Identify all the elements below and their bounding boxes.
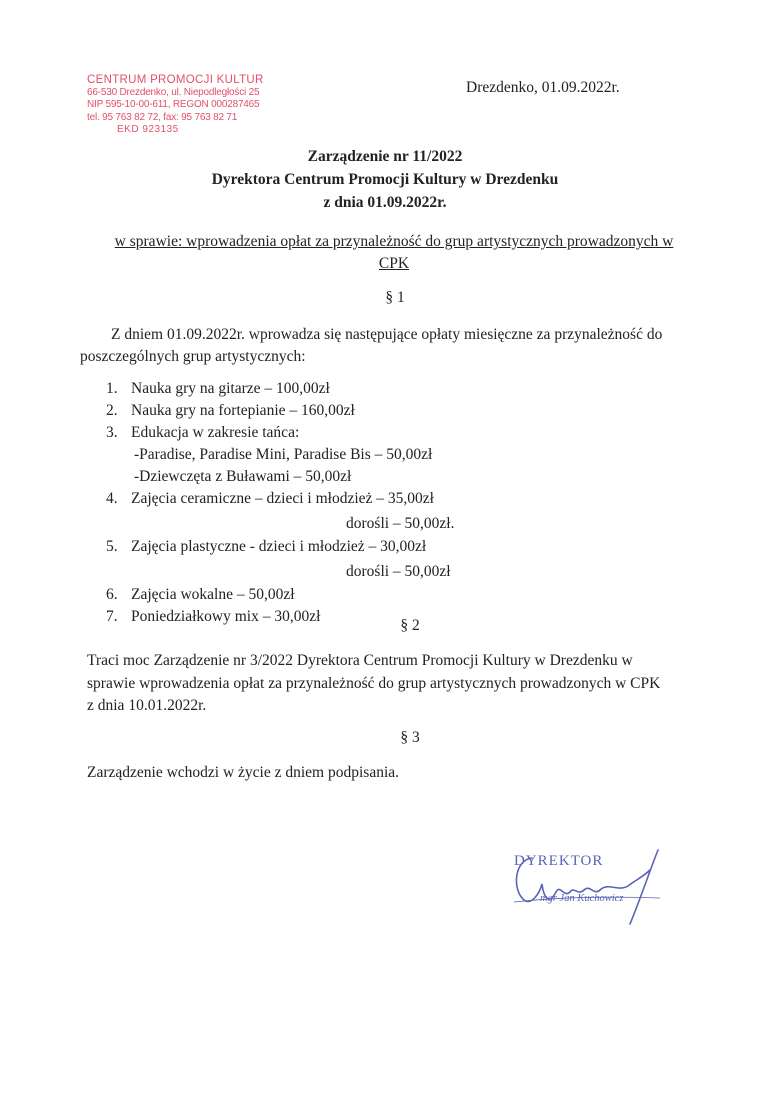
list-item: 4. Zajęcia ceramiczne – dzieci i młodzież – 35,00zł — [106, 490, 434, 507]
document-date: z dnia 01.09.2022r. — [323, 194, 447, 211]
signature-title: DYREKTOR — [514, 853, 604, 869]
subject-line-2: CPK — [378, 255, 410, 272]
subject-line-1: w sprawie: wprowadzenia opłat za przynależność do grup artystycznych prowadzonych w — [114, 233, 674, 250]
document-issuer: Dyrektora Centrum Promocji Kultury w Drezdenku — [211, 171, 559, 188]
repeal-line-1: Traci moc Zarządzenie nr 3/2022 Dyrektora Centrum Promocji Kultury w Drezdenku w — [87, 652, 633, 669]
list-subitem: dorośli – 50,00zł. — [346, 515, 455, 532]
intro-line-1: Z dniem 01.09.2022r. wprowadza się następujące opłaty miesięczne za przynależność do — [111, 326, 663, 343]
place-date: Drezdenko, 01.09.2022r. — [466, 79, 620, 96]
list-item: 3. Edukacja w zakresie tańca: — [106, 424, 300, 441]
section-1-sign: § 1 — [385, 289, 405, 306]
stamp-line-nip: NIP 595-10-00-611, REGON 000287465 — [87, 99, 260, 111]
section-2-text — [87, 650, 687, 718]
stamp-line-phone: tel. 95 763 82 72, fax: 95 763 82 71 — [87, 111, 238, 123]
repeal-line-3: z dnia 10.01.2022r. — [87, 697, 207, 714]
institution-stamp — [87, 73, 267, 147]
section-3-sign: § 3 — [400, 729, 420, 746]
section-3-text: Zarządzenie wchodzi w życie z dniem podpisania. — [87, 764, 400, 781]
list-subitem: dorośli – 50,00zł — [346, 563, 451, 580]
fees-list — [106, 378, 455, 628]
section-2-sign: § 2 — [400, 617, 420, 634]
repeal-line-2: sprawie wprowadzenia opłat za przynależność do grup artystycznych prowadzonych w CPK — [87, 674, 661, 692]
list-item: 1. Nauka gry na gitarze – 100,00zł — [106, 380, 330, 397]
document-number: Zarządzenie nr 11/2022 — [307, 148, 463, 165]
list-item: 7. Poniedziałkowy mix – 30,00zł — [106, 608, 321, 625]
stamp-line-ekd: EKD 923135 — [117, 124, 179, 136]
intro-line-2: poszczególnych grup artystycznych: — [80, 348, 306, 365]
section-1-intro — [80, 324, 700, 368]
list-subitem: -Paradise, Paradise Mini, Paradise Bis – 50,00zł — [134, 446, 433, 463]
document-subject — [100, 231, 688, 275]
list-item: 6. Zajęcia wokalne – 50,00zł — [106, 586, 295, 603]
list-item: 2. Nauka gry na fortepianie – 160,00zł — [106, 402, 355, 419]
list-item: 5. Zajęcia plastyczne - dzieci i młodzież – 30,00zł — [106, 538, 427, 555]
signature-name: mgr Jan Kuchowicz — [540, 893, 624, 904]
stamp-line-name: CENTRUM PROMOCJI KULTUR — [87, 74, 264, 86]
stamp-line-address: 66-530 Drezdenko, ul. Niepodległości 25 — [87, 87, 260, 98]
list-subitem: -Dziewczęta z Buławami – 50,00zł — [134, 468, 352, 485]
